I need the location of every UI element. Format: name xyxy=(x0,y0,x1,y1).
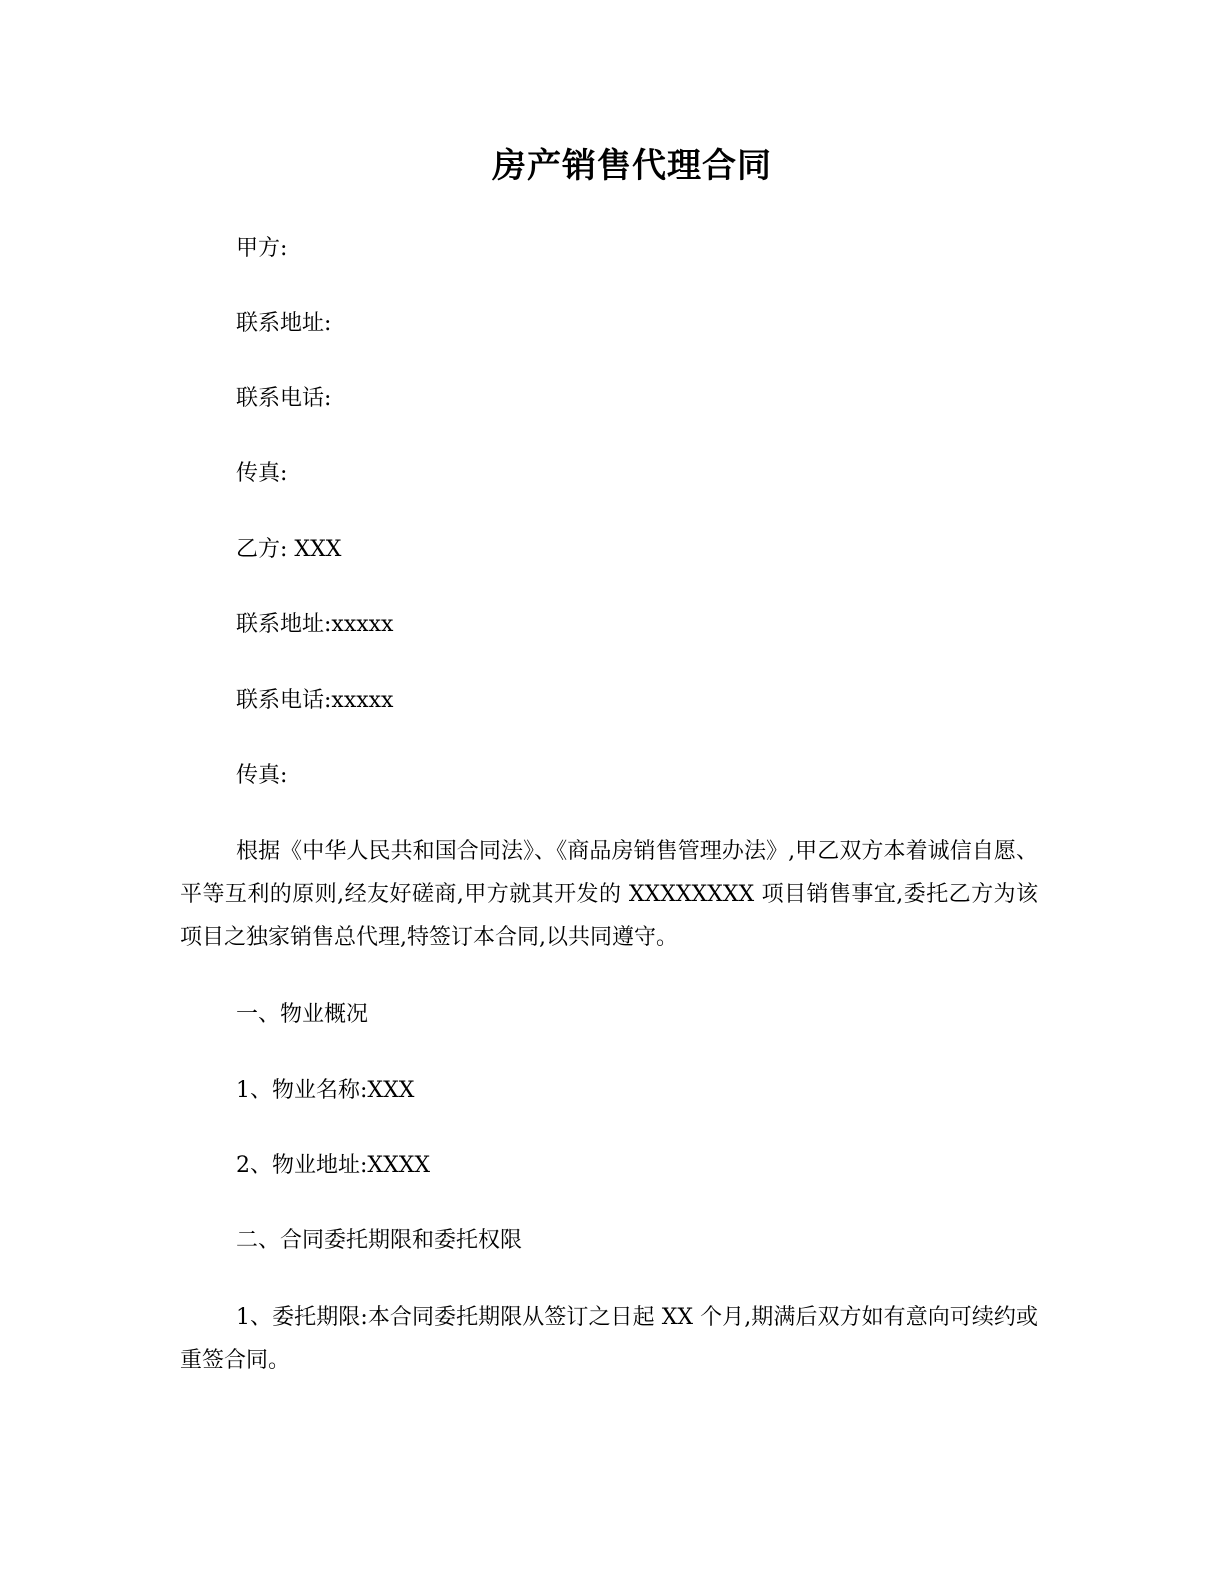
section-1-heading: 一、物业概况 xyxy=(236,1002,369,1027)
section-1-item-1: 1、物业名称:XXX xyxy=(236,1078,415,1103)
document-title: 房产销售代理合同 xyxy=(492,146,772,186)
party-a-phone: 联系电话: xyxy=(236,386,332,411)
party-b-phone: 联系电话:xxxxx xyxy=(236,688,394,713)
party-b-fax: 传真: xyxy=(236,763,288,788)
section-2-item-1: 1、委托期限:本合同委托期限从签订之日起 XX 个月,期满后双方如有意向可续约或重签合同。 xyxy=(180,1305,1038,1373)
section-1-item-2: 2、物业地址:XXXX xyxy=(236,1153,431,1178)
party-a-address: 联系地址: xyxy=(236,311,332,336)
section-2-heading: 二、合同委托期限和委托权限 xyxy=(236,1228,523,1253)
preamble-paragraph: 根据《中华人民共和国合同法》、《商品房销售管理办法》,甲乙双方本着诚信自愿、平等互利的原则,经友好磋商,甲方就其开发的 XXXXXXXX 项目销售事宜,委托乙方为该项目之独家销售总代理,特签订本合同,以共同遵守。 xyxy=(180,839,1038,950)
party-b-address: 联系地址:xxxxx xyxy=(236,612,394,637)
party-a-label: 甲方: xyxy=(236,236,288,261)
party-b-label: 乙方: XXX xyxy=(236,537,342,562)
party-a-fax: 传真: xyxy=(236,461,288,486)
